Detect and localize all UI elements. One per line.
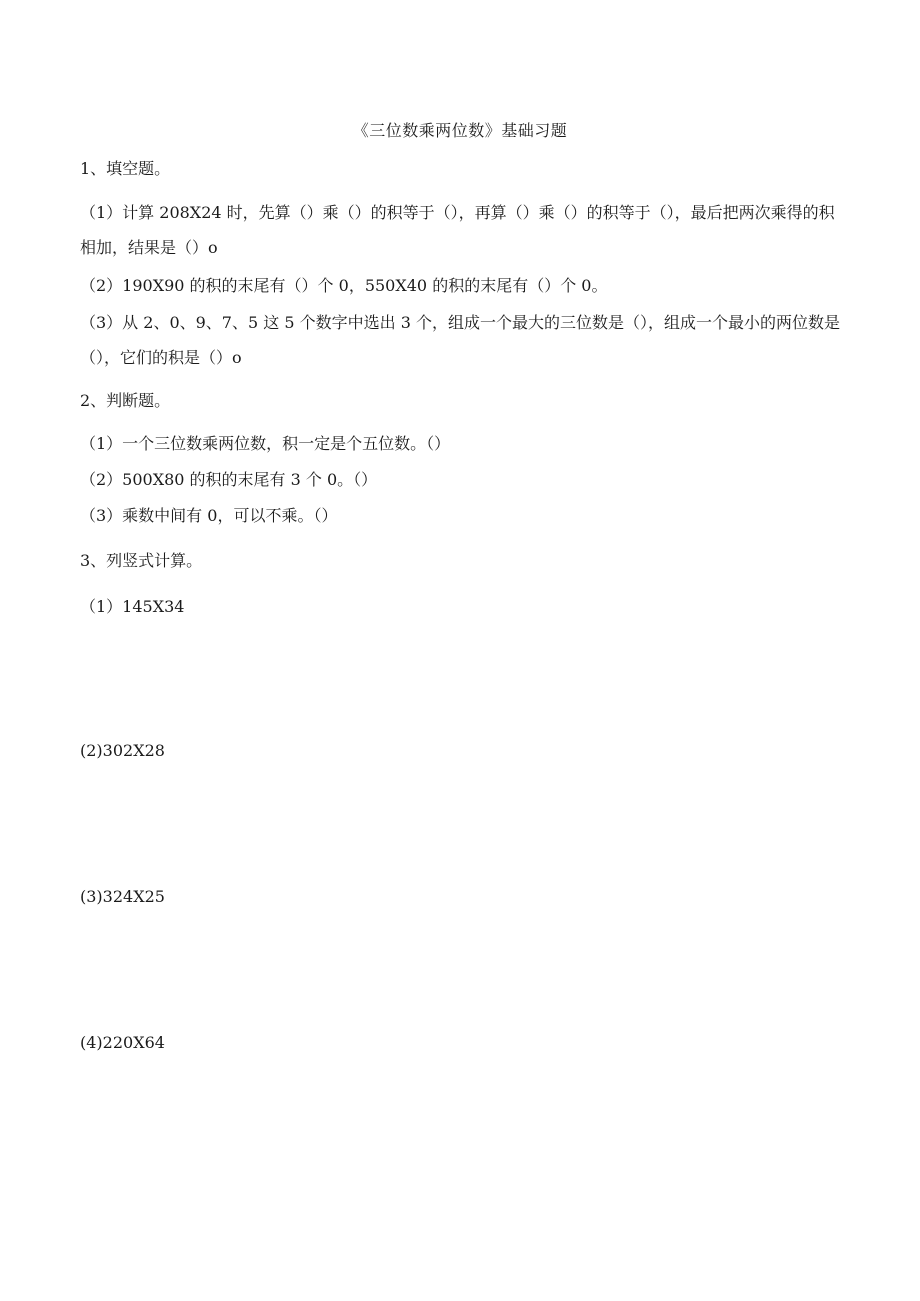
section-heading-true-false: 2、判断题。 [80, 391, 171, 410]
calc-problem-3: (3)324X25 [80, 887, 165, 906]
calc-problem-1: （1）145X34 [80, 597, 185, 616]
calc-problem-4: (4)220X64 [80, 1033, 165, 1052]
section-heading-fill-blank: 1、填空题。 [80, 159, 171, 178]
calc-problem-2: (2)302X28 [80, 741, 165, 760]
true-false-question-3: （3）乘数中间有 0，可以不乘。（） [80, 506, 338, 525]
fill-blank-question-1: （1）计算 208X24 时，先算（）乘（）的积等于（），再算（）乘（）的积等于（），最后把两次乘得的积相加，结果是（）o [80, 203, 835, 257]
section-heading-vertical-calc: 3、列竖式计算。 [80, 551, 203, 570]
true-false-question-1: （1）一个三位数乘两位数，积一定是个五位数。（） [80, 434, 451, 453]
fill-blank-question-2: （2）190X90 的积的末尾有（）个 0，550X40 的积的末尾有（）个 0。 [80, 276, 608, 295]
page-title: 《三位数乘两位数》基础习题 [352, 121, 568, 140]
fill-blank-question-3: （3）从 2、0、9、7、5 这 5 个数字中选出 3 个，组成一个最大的三位数是（），组成一个最小的两位数是（），它们的积是（）o [80, 313, 840, 367]
true-false-question-2: （2）500X80 的积的末尾有 3 个 0。（） [80, 470, 378, 489]
